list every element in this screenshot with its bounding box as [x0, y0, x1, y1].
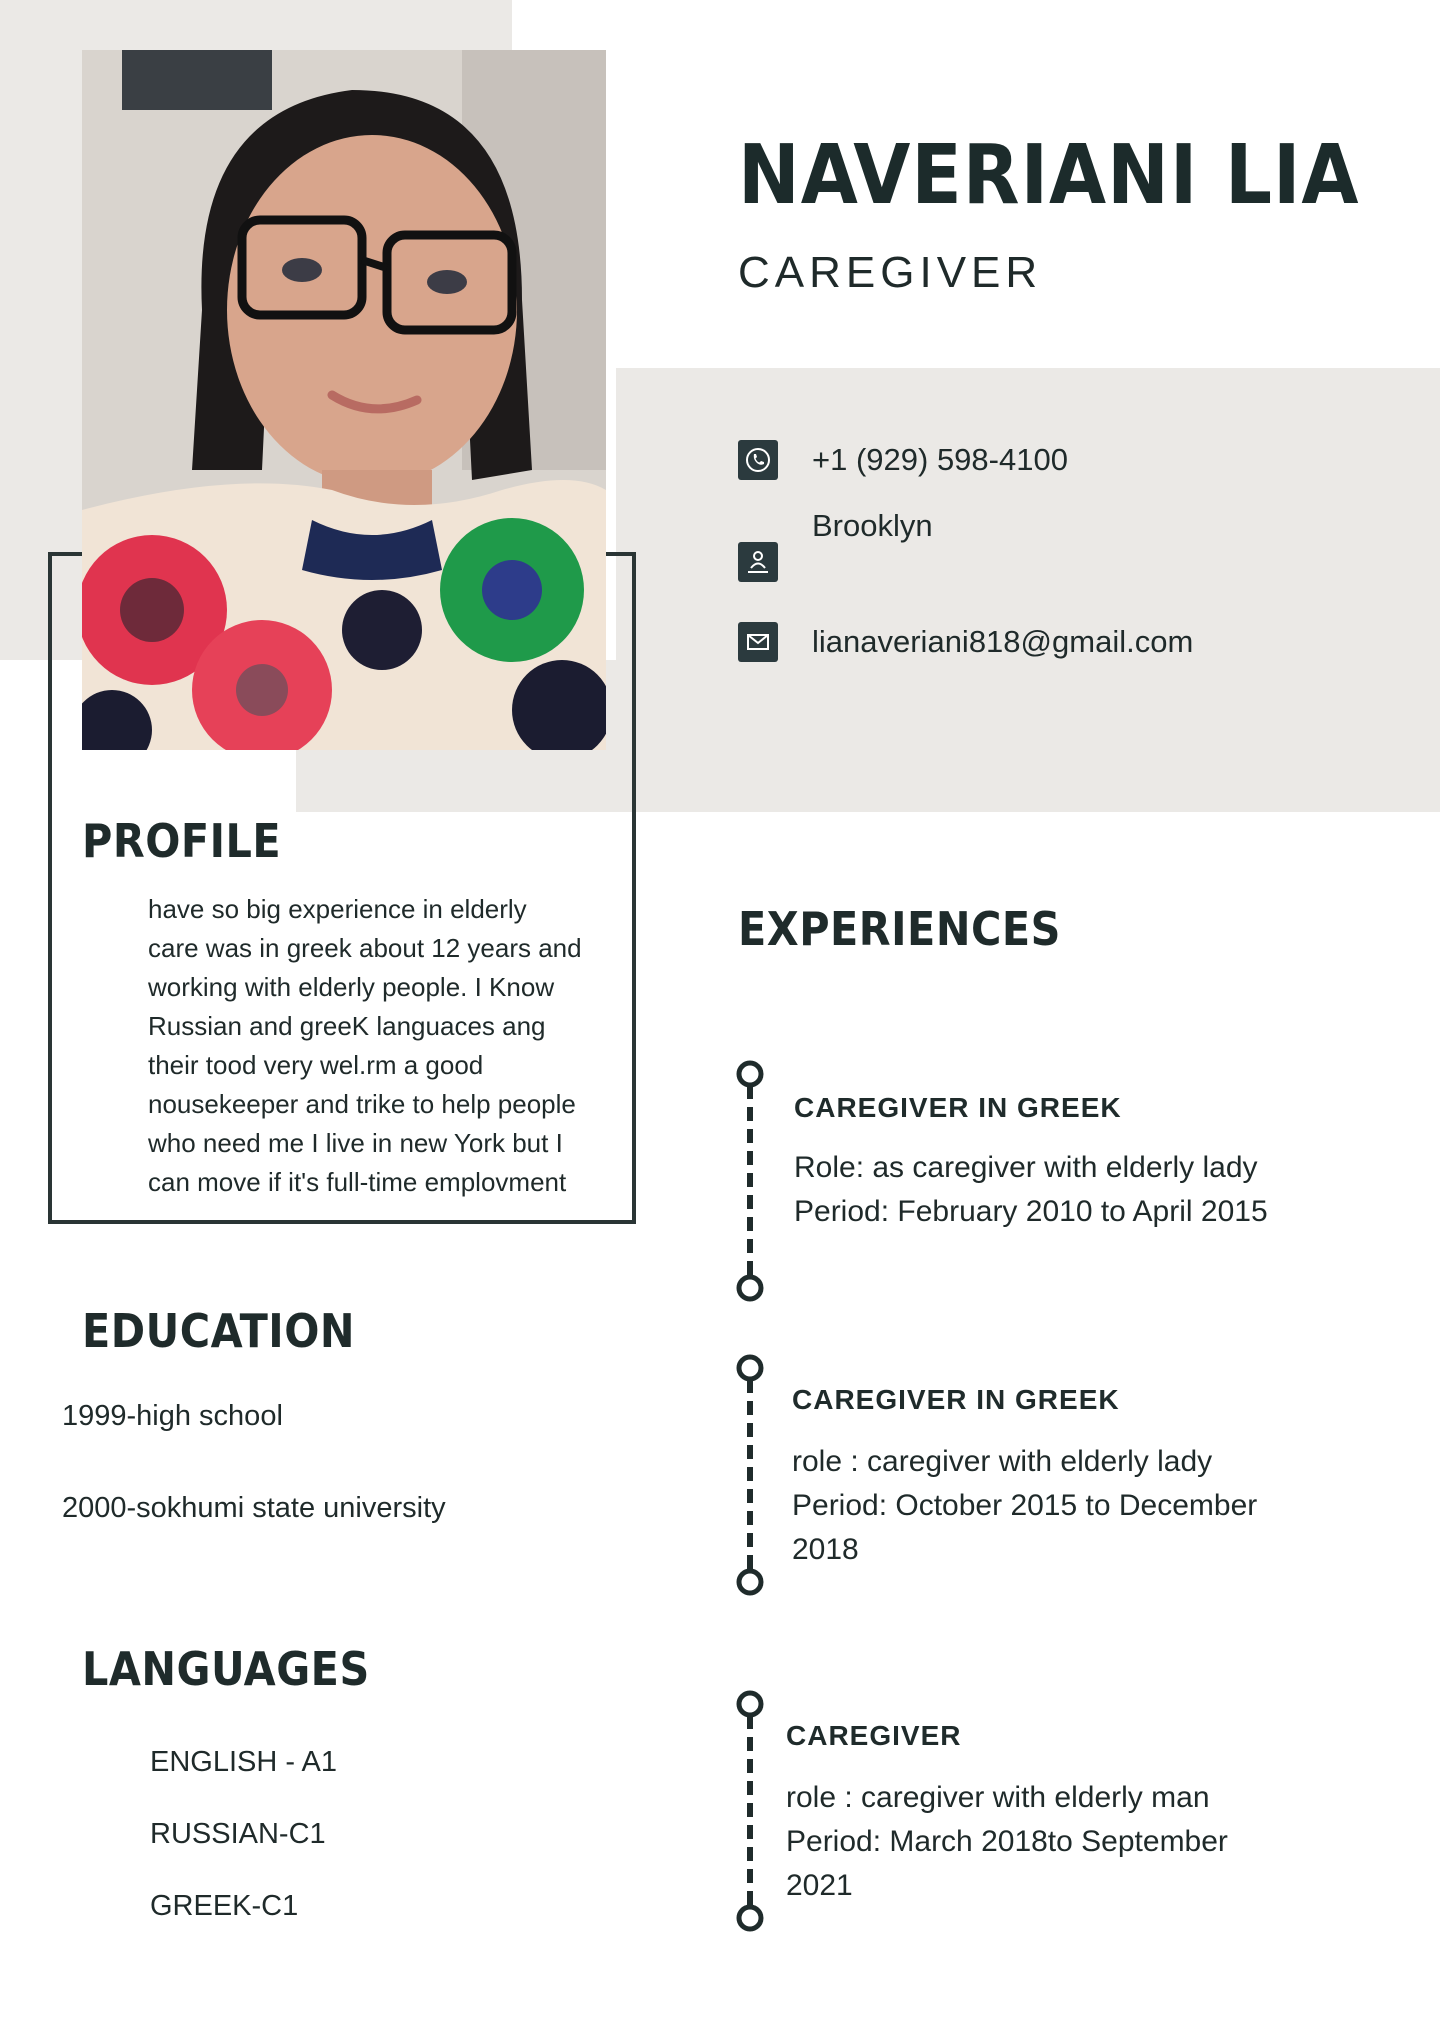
experience-detail: Period: October 2015 to December: [792, 1489, 1258, 1522]
experiences-heading: EXPERIENCES: [738, 902, 1061, 956]
language-item: ENGLISH - A1: [150, 1746, 337, 1778]
envelope-icon: [738, 622, 778, 662]
profile-line: working with elderly people. I Know: [148, 972, 555, 1002]
profile-photo: [82, 50, 606, 750]
background-panel-contact: [616, 368, 1440, 812]
phone-icon: [738, 440, 778, 480]
profile-line: can move if it's full-time emplovment: [148, 1167, 567, 1197]
experience-detail: 2018: [792, 1533, 859, 1566]
experience-title: CAREGIVER: [786, 1720, 962, 1751]
timeline-marker: [730, 1060, 770, 1304]
experience-detail: Role: as caregiver with elderly lady: [794, 1151, 1258, 1184]
profile-line: their tood very wel.rm a good: [148, 1050, 484, 1080]
experience-title: CAREGIVER IN GREEK: [794, 1092, 1122, 1123]
contact-email-text[interactable]: lianaveriani818@gmail.com: [812, 624, 1194, 659]
education-item: 1999-high school: [62, 1400, 283, 1432]
profile-line: Russian and greeK languaces ang: [148, 1011, 546, 1041]
profile-text: [148, 890, 618, 1202]
contact-phone: [738, 440, 1068, 480]
experience-detail: Period: February 2010 to April 2015: [794, 1195, 1268, 1228]
profile-heading: PROFILE: [82, 814, 282, 868]
profile-line: have so big experience in elderly: [148, 894, 527, 924]
person-name: NAVERIANI LIA: [738, 128, 1360, 223]
contact-location-text: Brooklyn: [812, 508, 933, 543]
profile-line: who need me I live in new York but I: [148, 1128, 563, 1158]
education-item: 2000-sokhumi state university: [62, 1492, 446, 1524]
language-item: RUSSIAN-C1: [150, 1818, 326, 1850]
languages-heading: LANGUAGES: [82, 1642, 370, 1696]
contact-location: [738, 508, 933, 582]
language-item: GREEK-C1: [150, 1890, 299, 1922]
experience-detail: Period: March 2018to September: [786, 1825, 1228, 1858]
profile-line: nousekeeper and trike to help people: [148, 1089, 576, 1119]
contact-phone-text: +1 (929) 598-4100: [812, 442, 1068, 477]
experience-detail: role : caregiver with elderly man: [786, 1781, 1210, 1814]
job-title: CAREGIVER: [738, 248, 1043, 297]
timeline-marker: [730, 1354, 770, 1598]
profile-line: care was in greek about 12 years and: [148, 933, 582, 963]
timeline-marker: [730, 1690, 770, 1934]
experience-detail: 2021: [786, 1869, 853, 1902]
education-heading: EDUCATION: [82, 1304, 355, 1358]
experience-title: CAREGIVER IN GREEK: [792, 1384, 1120, 1415]
contact-email[interactable]: [738, 622, 1193, 662]
experience-detail: role : caregiver with elderly lady: [792, 1445, 1213, 1478]
location-person-icon: [738, 542, 778, 582]
